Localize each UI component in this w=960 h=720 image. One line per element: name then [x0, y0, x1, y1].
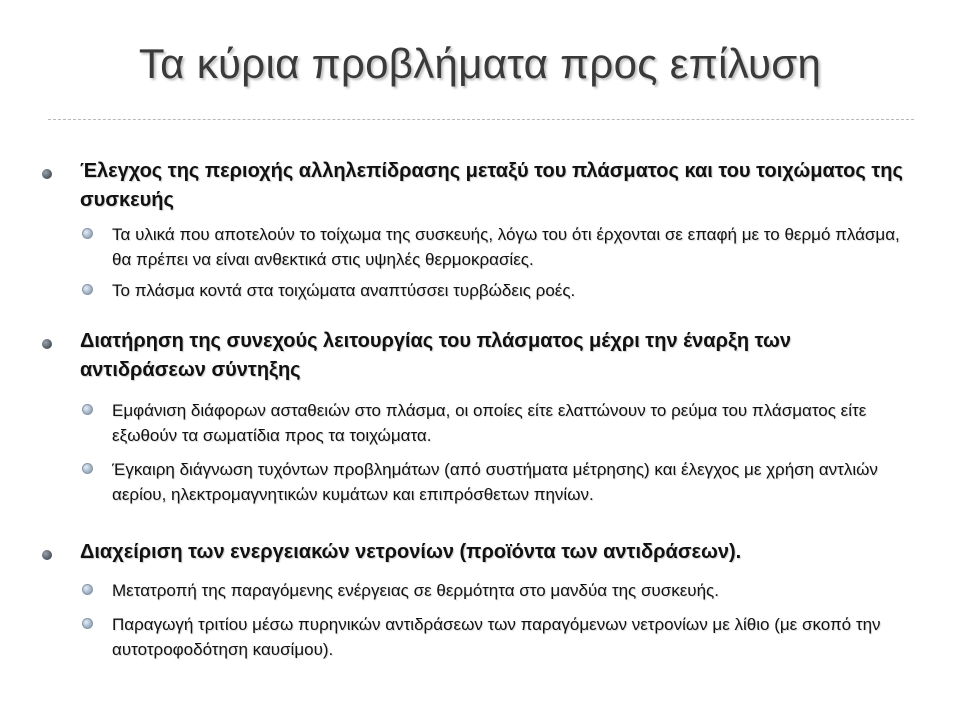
section-heading: Διαχείριση των ενεργειακών νετρονίων (προϊόντα των αντιδράσεων). — [80, 541, 742, 563]
sub-bullet-dot-icon — [82, 618, 93, 629]
sub-bullet-dot-icon — [82, 584, 93, 595]
slide-title: Τα κύρια προβλήματα προς επίλυση — [138, 40, 822, 87]
section-point: Το πλάσμα κοντά στα τοιχώματα αναπτύσσει τυρβώδεις ροές. — [112, 281, 576, 300]
bullet-dot-icon — [42, 169, 52, 179]
section-point: Τα υλικά που αποτελούν το τοίχωμα της συσκευής, λόγω του ότι έρχονται σε επαφή με το θερμό πλάσμα, θα πρέπει να είναι ανθεκτικά στις υψηλές θερμοκρασίες. — [112, 225, 900, 269]
bullet-dot-icon — [42, 339, 52, 349]
section-point: Έγκαιρη διάγνωση τυχόντων προβλημάτων (από συστήματα μέτρησης) και έλεγχος με χρήση αντλιών αερίου, ηλεκτρομαγνητικών κυμάτων και επιπρόσθετων πηνίων. — [112, 460, 878, 504]
section-heading: Διατήρηση της συνεχούς λειτουργίας του πλάσματος μέχρι την έναρξη των αντιδράσεων σύντηξης — [80, 330, 792, 381]
sub-bullet-dot-icon — [82, 463, 93, 474]
section-point: Παραγωγή τριτίου μέσω πυρηνικών αντιδράσεων των παραγόμενων νετρονίων με λίθιο (με σκοπό την αυτοτροφοδότηση καυσίμου). — [112, 615, 881, 659]
section-point: Εμφάνιση διάφορων ασταθειών στο πλάσμα, οι οποίες είτε ελαττώνουν το ρεύμα του πλάσματος είτε εξωθούν τα σωματίδια προς τα τοιχώματα. — [112, 401, 867, 445]
section-heading: Έλεγχος της περιοχής αλληλεπίδρασης μεταξύ του πλάσματος και του τοιχώματος της συσκευής — [80, 160, 903, 211]
sub-bullet-dot-icon — [82, 404, 93, 415]
sub-bullet-dot-icon — [82, 284, 93, 295]
section-point: Μετατροπή της παραγόμενης ενέργειας σε θερμότητα στο μανδύα της συσκευής. — [112, 581, 719, 600]
sub-bullet-dot-icon — [82, 228, 93, 239]
title-divider — [48, 119, 914, 120]
bullet-dot-icon — [42, 550, 52, 560]
